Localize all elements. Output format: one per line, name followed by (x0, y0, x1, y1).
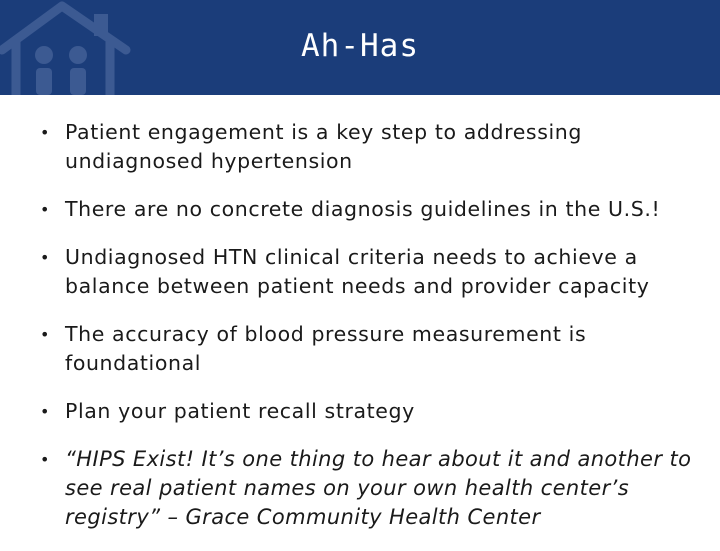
bullet-item (40, 243, 705, 301)
slide-title: Ah-Has (301, 28, 419, 64)
house-people-logo-icon (0, 0, 144, 95)
quote-bullet-item (40, 445, 705, 532)
bullet-text: The accuracy of blood pressure measurement is foundational (65, 322, 587, 375)
bullet-text: Undiagnosed HTN clinical criteria needs to achieve a balance between patient needs and provider capacity (65, 245, 650, 298)
bullet-dot-icon: • (40, 450, 50, 469)
bullet-list (40, 118, 705, 551)
bullet-text: There are no concrete diagnosis guidelines in the U.S.! (65, 197, 661, 221)
bullet-text: Plan your patient recall strategy (65, 399, 415, 423)
bullet-dot-icon: • (40, 402, 51, 421)
bullet-item (40, 397, 705, 426)
bullet-item (40, 195, 705, 224)
bullet-dot-icon: • (40, 200, 51, 219)
quote-text: “HIPS Exist! It’s one thing to hear about it and another to see real patient names on your own health center’s registry” – Grace Community Health Center (65, 447, 692, 529)
bullet-dot-icon: • (40, 123, 51, 142)
bullet-text: Patient engagement is a key step to addressing undiagnosed hypertension (65, 120, 582, 173)
bullet-item (40, 118, 705, 176)
bullet-item (40, 320, 705, 378)
bullet-dot-icon: • (40, 248, 51, 267)
slide-header (0, 0, 720, 95)
bullet-dot-icon: • (40, 325, 51, 344)
